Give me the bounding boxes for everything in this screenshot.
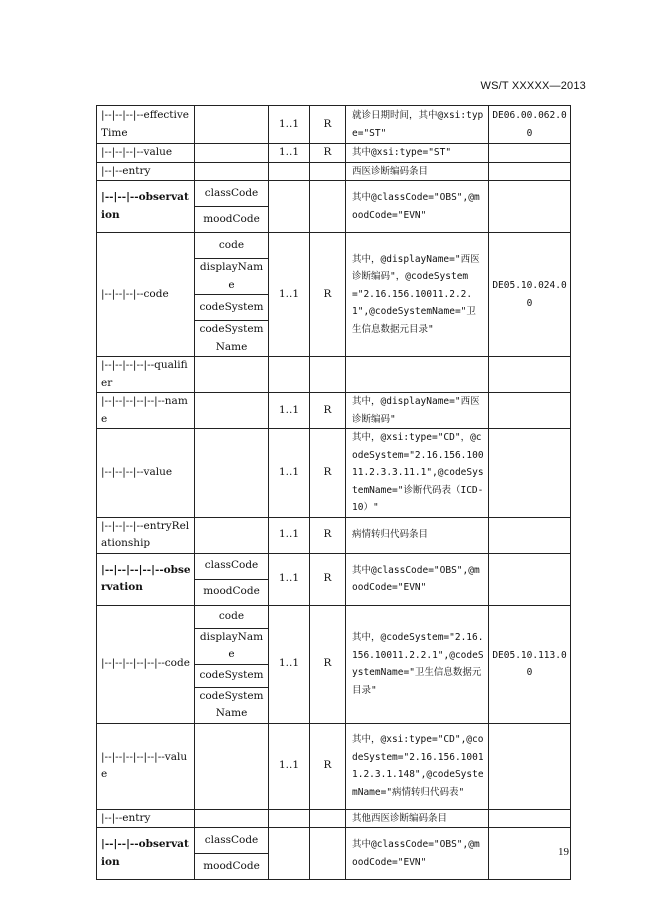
element-name-cell: |--|--|--observation — [97, 828, 195, 880]
element-name-cell: |--|--|--|--effectiveTime — [97, 106, 195, 144]
element-name-cell: |--|--|--|--|--|--name — [97, 393, 195, 429]
attribute-cell — [195, 106, 269, 144]
attribute-cell — [195, 357, 269, 393]
constraint-cell: R — [310, 429, 346, 518]
attribute-cell: moodCode — [195, 854, 269, 880]
attribute-cell — [195, 393, 269, 429]
element-name-cell: |--|--|--|--|--qualifier — [97, 357, 195, 393]
data-element-table — [96, 105, 571, 880]
table-row — [97, 233, 571, 259]
cardinality-cell — [269, 162, 310, 181]
table-row — [97, 144, 571, 163]
description-cell: 其中，@displayName="西医诊断编码"，@codeSystem="2.16.156.10011.2.2.1",@codeSystemName="卫生信息数据元目录" — [346, 233, 489, 357]
cardinality-cell — [269, 828, 310, 880]
cardinality-cell: 1..1 — [269, 605, 310, 723]
description-cell: 其中@classCode="OBS",@moodCode="EVN" — [346, 553, 489, 605]
constraint-cell: R — [310, 393, 346, 429]
constraint-cell: R — [310, 605, 346, 723]
cardinality-cell: 1..1 — [269, 106, 310, 144]
constraint-cell: R — [310, 106, 346, 144]
table-row — [97, 162, 571, 181]
description-cell: 其中，@displayName="西医诊断编码" — [346, 393, 489, 429]
element-name-cell: |--|--|--|--|--|--value — [97, 723, 195, 809]
table-row — [97, 553, 571, 579]
table-row — [97, 393, 571, 429]
table-row — [97, 809, 571, 828]
data-element-id-cell — [489, 553, 571, 605]
description-cell: 其中@classCode="OBS",@moodCode="EVN" — [346, 828, 489, 880]
table-row — [97, 181, 571, 207]
table-row — [97, 605, 571, 628]
data-element-id-cell — [489, 429, 571, 518]
data-element-id-cell — [489, 144, 571, 163]
page-number: 19 — [558, 846, 569, 858]
attribute-cell — [195, 144, 269, 163]
data-element-id-cell — [489, 357, 571, 393]
attribute-cell — [195, 809, 269, 828]
element-name-cell: |--|--|--|--code — [97, 233, 195, 357]
data-element-id-cell: DE05.10.113.00 — [489, 605, 571, 723]
data-element-id-cell: DE06.00.062.00 — [489, 106, 571, 144]
description-cell: 其中@classCode="OBS",@moodCode="EVN" — [346, 181, 489, 233]
attribute-cell: displayName — [195, 628, 269, 664]
element-name-cell: |--|--|--|--value — [97, 144, 195, 163]
description-cell: 其中@xsi:type="ST" — [346, 144, 489, 163]
cardinality-cell: 1..1 — [269, 517, 310, 553]
cardinality-cell: 1..1 — [269, 144, 310, 163]
element-name-cell: |--|--entry — [97, 162, 195, 181]
attribute-cell: codeSystemName — [195, 321, 269, 357]
attribute-cell: codeSystemName — [195, 687, 269, 723]
constraint-cell — [310, 357, 346, 393]
element-name-cell: |--|--|--|--|--|--code — [97, 605, 195, 723]
attribute-cell: moodCode — [195, 207, 269, 233]
element-name-cell: |--|--entry — [97, 809, 195, 828]
description-cell — [346, 357, 489, 393]
element-name-cell: |--|--|--|--entryRelationship — [97, 517, 195, 553]
cardinality-cell: 1..1 — [269, 429, 310, 518]
cardinality-cell: 1..1 — [269, 553, 310, 605]
attribute-cell: codeSystem — [195, 295, 269, 321]
data-element-id-cell — [489, 809, 571, 828]
description-cell: 其中，@xsi:type="CD",@codeSystem="2.16.156.10011.2.3.1.148",@codeSystemName="病情转归代码表" — [346, 723, 489, 809]
description-cell: 病情转归代码条目 — [346, 517, 489, 553]
constraint-cell — [310, 809, 346, 828]
cardinality-cell — [269, 357, 310, 393]
cardinality-cell: 1..1 — [269, 723, 310, 809]
cardinality-cell — [269, 809, 310, 828]
constraint-cell: R — [310, 144, 346, 163]
constraint-cell — [310, 181, 346, 233]
constraint-cell — [310, 162, 346, 181]
attribute-cell: code — [195, 605, 269, 628]
table-row — [97, 828, 571, 854]
table-row — [97, 106, 571, 144]
attribute-cell — [195, 429, 269, 518]
attribute-cell — [195, 162, 269, 181]
element-name-cell: |--|--|--|--value — [97, 429, 195, 518]
attribute-cell: classCode — [195, 828, 269, 854]
data-element-id-cell — [489, 162, 571, 181]
attribute-cell: codeSystem — [195, 664, 269, 687]
cardinality-cell: 1..1 — [269, 393, 310, 429]
data-element-id-cell: DE05.10.024.00 — [489, 233, 571, 357]
attribute-cell: code — [195, 233, 269, 259]
description-cell: 其中，@xsi:type="CD"，@codeSystem="2.16.156.10011.2.3.3.11.1",@codeSystemName="诊断代码表（ICD-10）" — [346, 429, 489, 518]
constraint-cell — [310, 828, 346, 880]
data-element-id-cell — [489, 723, 571, 809]
description-cell: 其他西医诊断编码条目 — [346, 809, 489, 828]
standard-header: WS/T XXXXX—2013 — [480, 80, 586, 92]
element-name-cell: |--|--|--|--|--observation — [97, 553, 195, 605]
attribute-cell: classCode — [195, 553, 269, 579]
attribute-cell: displayName — [195, 259, 269, 295]
constraint-cell: R — [310, 723, 346, 809]
attribute-cell — [195, 723, 269, 809]
description-cell: 西医诊断编码条目 — [346, 162, 489, 181]
data-element-id-cell — [489, 517, 571, 553]
table-row — [97, 517, 571, 553]
data-element-id-cell — [489, 181, 571, 233]
table-row — [97, 357, 571, 393]
description-cell: 其中，@codeSystem="2.16.156.10011.2.2.1",@codeSystemName="卫生信息数据元目录" — [346, 605, 489, 723]
cardinality-cell — [269, 181, 310, 233]
table-row — [97, 723, 571, 809]
element-name-cell: |--|--|--observation — [97, 181, 195, 233]
attribute-cell — [195, 517, 269, 553]
table-row — [97, 429, 571, 518]
constraint-cell: R — [310, 233, 346, 357]
constraint-cell: R — [310, 517, 346, 553]
data-element-id-cell — [489, 393, 571, 429]
description-cell: 就诊日期时间，其中@xsi:type="ST" — [346, 106, 489, 144]
attribute-cell: moodCode — [195, 579, 269, 605]
constraint-cell: R — [310, 553, 346, 605]
attribute-cell: classCode — [195, 181, 269, 207]
cardinality-cell: 1..1 — [269, 233, 310, 357]
